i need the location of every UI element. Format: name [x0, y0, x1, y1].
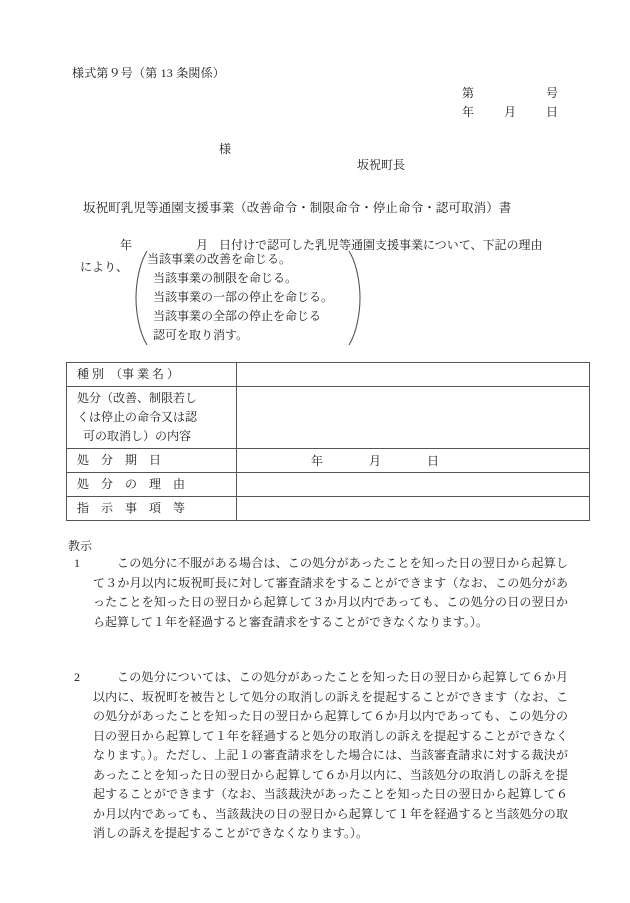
table-row — [67, 497, 590, 521]
row-value-category[interactable] — [237, 363, 590, 387]
row-label-instructions — [67, 497, 237, 521]
notice-item-text: この処分に不服がある場合は、この処分があったことを知った日の翌日から起算して３か月以内に坂祝町長に対して審査請求をすることができます（なお、この処分があったことを知った日の翌日から起算して３か月以内であっても、この処分の日の翌日から起算して１年を経過すると審査請求をすることができなくなります。）。 — [93, 556, 568, 629]
document-number-label: 第 — [462, 86, 475, 100]
row-label-category — [67, 363, 237, 387]
row-label-text: 処分（改善、制限若し — [77, 391, 198, 405]
row-label-text: 可の取消し）の内容 — [83, 429, 192, 443]
option-item[interactable]: 当該事業の改善を命じる。 — [147, 252, 292, 266]
row-label-text: 処 分 の 理 由 — [77, 477, 186, 491]
row-label-text: 処 分 期 日 — [77, 453, 162, 467]
option-item[interactable]: 当該事業の一部の停止を命じる。 — [153, 290, 334, 304]
notice-item — [68, 668, 568, 844]
row-value-disposition-content[interactable] — [237, 387, 590, 449]
table-row — [67, 363, 590, 387]
option-item[interactable]: 認可を取り消す。 — [153, 328, 249, 342]
disposition-options-group — [133, 250, 363, 346]
table-row — [67, 473, 590, 497]
form-number-label: 様式第９号（第 13 条関係） — [72, 66, 226, 80]
row-value-disposition-reason[interactable] — [237, 473, 590, 497]
intro-year: 年 — [120, 238, 133, 252]
option-item[interactable]: 当該事業の全部の停止を命じる — [153, 309, 322, 323]
table-row — [67, 449, 590, 473]
row-label-text: 指 示 事 項 等 — [77, 501, 186, 515]
notice-section-heading: 教示 — [68, 539, 93, 553]
notice-item-number: 1 — [74, 556, 80, 570]
row-label-text: くは停止の命令又は認 — [77, 410, 198, 424]
table-row — [67, 387, 590, 449]
disposition-detail-table — [66, 362, 590, 521]
addressee-honorific: 様 — [219, 142, 232, 156]
row-label-disposition-content — [67, 387, 237, 449]
document-date-day: 日 — [545, 105, 558, 119]
row-label-disposition-reason — [67, 473, 237, 497]
document-date-year: 年 — [462, 105, 475, 119]
row-label-text: 種 別 （事 業 名 ） — [77, 367, 180, 381]
document-date-month: 月 — [503, 105, 516, 119]
document-number-row — [462, 84, 558, 101]
document-title: 坂祝町乳児等通園支援事業（改善命令・制限命令・停止命令・認可取消）書 — [83, 201, 512, 215]
row-value-disposition-date[interactable] — [237, 449, 590, 473]
date-year-label: 年 — [311, 454, 324, 468]
disposition-options-list — [147, 250, 334, 345]
issuer-name: 坂祝町長 — [357, 158, 406, 172]
brace-right-icon — [347, 250, 363, 346]
date-month-label: 月 — [368, 454, 381, 468]
document-number-unit: 号 — [545, 86, 558, 100]
row-label-disposition-date — [67, 449, 237, 473]
date-day-label: 日 — [426, 454, 439, 468]
option-item[interactable]: 当該事業の制限を命じる。 — [153, 271, 298, 285]
row-value-instructions[interactable] — [237, 497, 590, 521]
notice-item-number: 2 — [74, 670, 80, 684]
notice-item — [68, 554, 568, 632]
intro-sentence-second-line: により、 — [80, 260, 129, 274]
date-blanks — [311, 452, 439, 469]
intro-month: 月 — [195, 238, 208, 252]
intro-sentence-first-line: 日付けで認可した乳児等通園支援事業について、下記の理由 — [219, 238, 543, 252]
notice-item-text: この処分については、この処分があったことを知った日の翌日から起算して６か月以内に、坂祝町を被告として処分の取消しの訴えを提起することができます（なお、この処分があったことを知った日の翌日から起算して６か月以内であっても、この処分の日の翌日から起算して１年を経過すると処分の取消しの訴えを提起することができなくなります。）。ただし、上記１の審査請求をした場合には、当該審査請求に対する裁決があったことを知った日の翌日から起算して６か月以内に、当該処分の取消しの訴えを提起することができます（なお、当該裁決があったことを知った日の翌日から起算して６か月以内であっても、当該裁決の日の翌日から起算して１年を経過すると当該処分の取消しの訴えを提起することができなくなります。）。 — [93, 670, 568, 840]
document-date-row — [462, 103, 558, 120]
